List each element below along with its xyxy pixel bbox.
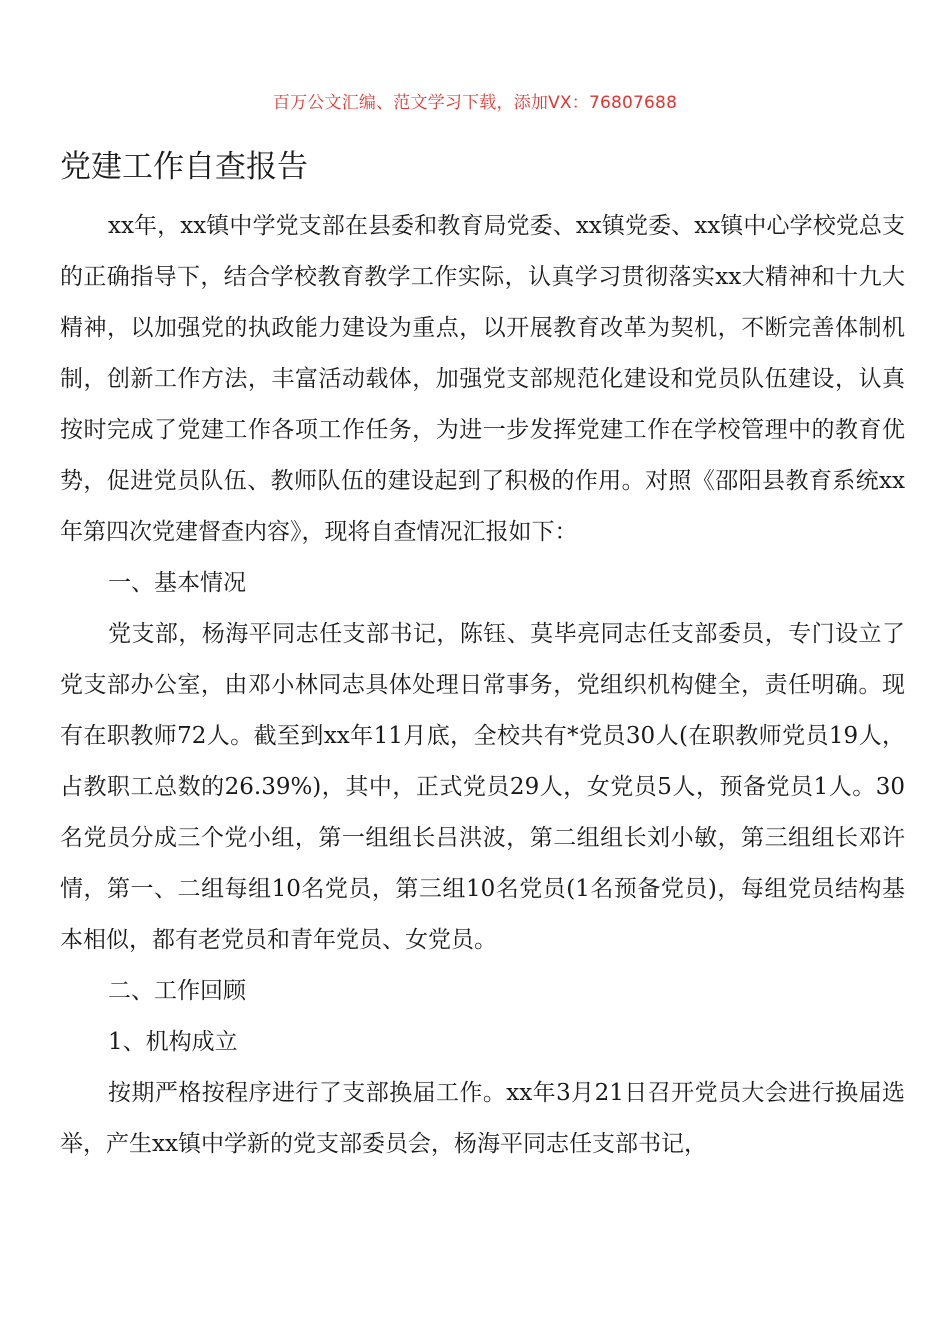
organization-paragraph: 按期严格按程序进行了支部换届工作。xx年3月21日召开党员大会进行换届选举，产生xx镇中学新的党支部委员会，杨海平同志任支部书记，	[60, 1080, 905, 1157]
subsection-heading-organization: 1、机构成立	[108, 1029, 238, 1055]
document-body	[60, 201, 905, 1170]
section-heading-basic-situation: 一、基本情况	[108, 570, 246, 596]
basic-situation-paragraph: 党支部，杨海平同志任支部书记，陈钰、莫毕亮同志任支部委员，专门设立了党支部办公室，由邓小林同志具体处理日常事务，党组织机构健全，责任明确。现有在职教师72人。截至到xx年11月底，全校共有*党员30人(在职教师党员19人，占教职工总数的26.39%)，其中，正式党员29人，女党员5人，预备党员1人。30名党员分成三个党小组，第一组组长吕洪波，第二组组长刘小敏，第三组组长邓许情，第一、二组每组10名党员，第三组10名党员(1名预备党员)，每组党员结构基本相似，都有老党员和青年党员、女党员。	[60, 621, 905, 953]
document-title: 党建工作自查报告	[60, 149, 308, 185]
header-banner: 百万公文汇编、范文学习下载，添加VX：76807688	[272, 93, 678, 113]
intro-paragraph: xx年，xx镇中学党支部在县委和教育局党委、xx镇党委、xx镇中心学校党总支的正确指导下，结合学校教育教学工作实际，认真学习贯彻落实xx大精神和十九大精神，以加强党的执政能力建设为重点，以开展教育改革为契机，不断完善体制机制，创新工作方法，丰富活动载体，加强党支部规范化建设和党员队伍建设，认真按时完成了党建工作各项工作任务，为进一步发挥党建工作在学校管理中的教育优势，促进党员队伍、教师队伍的建设起到了积极的作用。对照《邵阳县教育系统xx年第四次党建督查内容》，现将自查情况汇报如下：	[60, 213, 905, 545]
section-heading-work-review: 二、工作回顾	[108, 978, 246, 1004]
